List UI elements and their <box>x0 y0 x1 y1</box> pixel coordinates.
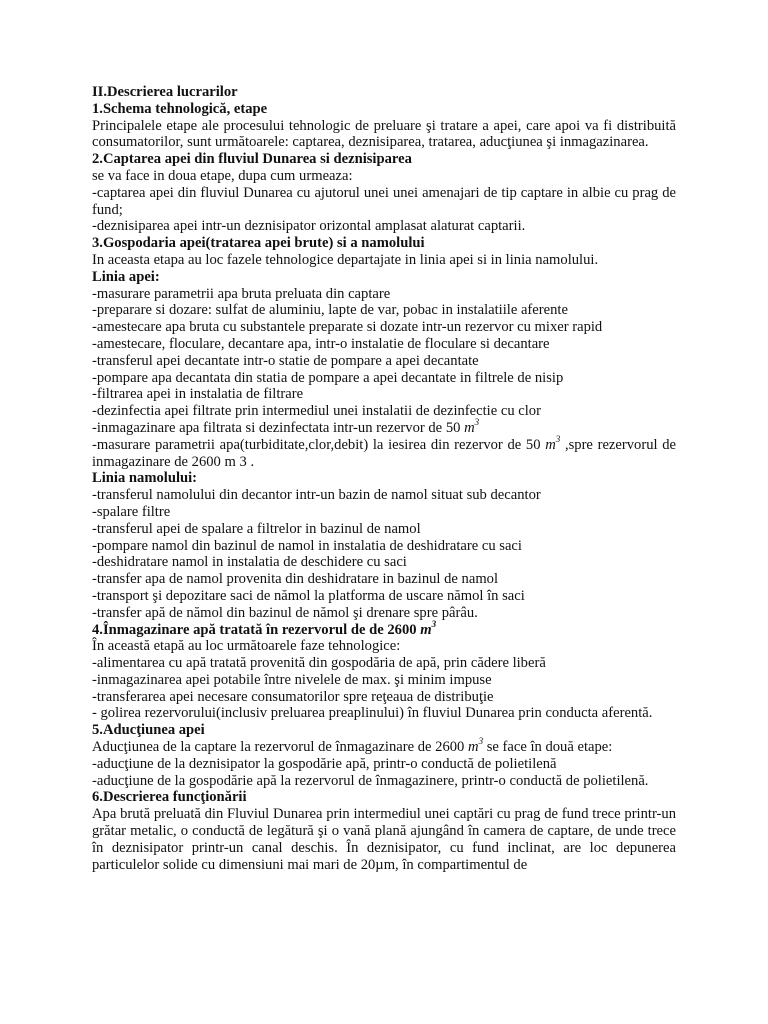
list-item: -pompare apa decantata din statia de pompare a apei decantate in filtrele de nisip <box>92 369 564 386</box>
unit-cubic-meter: $m^3$ <box>545 433 561 453</box>
list-item-deznisipare: -deznisiparea apei intr-un deznisipator orizontal amplasat alaturat captarii. <box>92 218 526 235</box>
heading-linia-namolului: Linia namolului: <box>92 470 198 487</box>
unit-cubic-meter: $m^3$ <box>468 736 484 756</box>
list-item: -amestecare, floculare, decantare apa, intr-o instalatie de floculare si decantare <box>92 335 550 352</box>
list-item-golire: - golirea rezervorului(inclusiv preluarea preaplinului) în fluviul Dunarea prin conducta aferentă. <box>92 705 653 722</box>
section-title: II.Descrierea lucrarilor <box>92 84 238 100</box>
paragraph-inmagazinare-intro: În această etapă au loc următoarele faze tehnologice: <box>92 638 401 655</box>
paragraph-captare-intro: se va face in doua etape, dupa cum urmeaza: <box>92 167 353 184</box>
unit-cubic-meter: $m^3$ <box>464 416 480 436</box>
heading-linia-apei: Linia apei: <box>92 268 160 285</box>
list-item: -transferul namolului din decantor intr-un bazin de namol situat sub decantor <box>92 487 541 504</box>
list-item: -alimentarea cu apă tratată provenită din gospodăria de apă, prin cădere liberă <box>92 655 546 672</box>
heading-gospodaria-apei: 3.Gospodaria apei(tratarea apei brute) si a namolului <box>92 235 425 252</box>
list-item: -transferul apei decantate intr-o statie de pompare a apei decantate <box>92 352 479 369</box>
list-item-text: ,spre rezervorul de inmagazinare de 2600 m 3 . <box>92 436 677 470</box>
list-item: -filtrarea apei in instalatia de filtrare <box>92 386 304 403</box>
heading-inmagazinare: 4.Înmagazinare apă tratată în rezervorul de de 2600 $m^3$ <box>92 618 437 638</box>
list-item: -aducţiune de la deznisipator la gospodărie apă, printr-o conductă de polietilenă <box>92 755 557 772</box>
list-item-text: -masurare parametrii apa(turbiditate,clor,debit) la iesirea din rezervor de 50 <box>92 436 541 453</box>
list-item: -transport şi depozitare saci de nămol la platforma de uscare nămol în saci <box>92 587 525 604</box>
list-item: -transfer apa de namol provenita din deshidratare in bazinul de namol <box>92 571 499 588</box>
list-item: -transfer apă de nămol din bazinul de nămol şi drenare spre pârâu. <box>92 604 478 621</box>
list-item: -aducţiune de la gospodărie apă la rezervorul de înmagazinere, printr-o conductă de polietilenă. <box>92 772 649 789</box>
list-item-masurare-iesire <box>92 433 677 471</box>
list-item-captare: -captarea apei din fluviul Dunarea cu ajutorul unei unei amenajari de tip captare in albie cu prag de fund; <box>92 184 676 218</box>
list-item: -transferul apei de spalare a filtrelor in bazinul de namol <box>92 520 421 537</box>
paragraph-etape: Principalele etape ale procesului tehnologic de preluare şi tratare a apei, care apoi va fi distribuită consumatorilor, sunt următoarele: captarea, deznisiparea, tratarea, aducţiunea şi inmagazinarea. <box>92 117 676 151</box>
list-item: -spalare filtre <box>92 503 171 520</box>
heading-aductiunea-apei: 5.Aducţiunea apei <box>92 722 205 739</box>
heading-schema-tehnologica: 1.Schema tehnologică, etape <box>92 100 268 117</box>
list-item: -transferarea apei necesare consumatorilor spre reţeaua de distribuţie <box>92 688 494 705</box>
unit-cubic-meter: $m^3$ <box>420 618 437 638</box>
list-item: -pompare namol din bazinul de namol in instalatia de deshidratare cu saci <box>92 537 522 554</box>
paragraph-gospodaria-intro: In aceasta etapa au loc fazele tehnologice departajate in linia apei si in linia namolului. <box>92 251 599 268</box>
list-item: -masurare parametrii apa bruta preluata din captare <box>92 285 391 302</box>
list-item-inmagazinare <box>92 416 676 437</box>
list-item-text: -inmagazinare apa filtrata si dezinfectata intr-un rezervor de 50 <box>92 419 461 436</box>
paragraph-functionare: Apa brută preluată din Fluviul Dunarea prin intermediul unei captări cu prag de fund trece printr-un grătar metalic, o conductă de legătură şi o vană plană ajungând în camera de captare, de unde trece în deznisipator printr-un canal deschis. În deznisipator, cu fund inclinat, are loc depunerea particulelor solide cu dimensiuni mai mari de 20µm, în compartimentul de <box>92 806 676 873</box>
list-item: -deshidratare namol in instalatia de deschidere cu saci <box>92 554 407 571</box>
paragraph-aductiune-intro: Aducţiunea de la captare la rezervorul de înmagazinare de 2600 $m^3$ se face în două etape: <box>92 736 613 756</box>
heading-descrierea-functionarii: 6.Descrierea funcţionării <box>92 789 247 806</box>
document-page <box>92 84 676 873</box>
heading-captarea-apei: 2.Captarea apei din fluviul Dunarea si deznisiparea <box>92 151 412 168</box>
list-item: -preparare si dozare: sulfat de aluminiu, lapte de var, pobac in instalatiile aferente <box>92 302 568 319</box>
list-item: -amestecare apa bruta cu substantele preparate si dozate intr-un rezervor cu mixer rapid <box>92 319 603 336</box>
list-item: -inmagazinarea apei potabile între nivelele de max. şi minim impuse <box>92 671 492 688</box>
list-item: -dezinfectia apei filtrate prin intermediul unei instalatii de dezinfectie cu clor <box>92 403 541 420</box>
